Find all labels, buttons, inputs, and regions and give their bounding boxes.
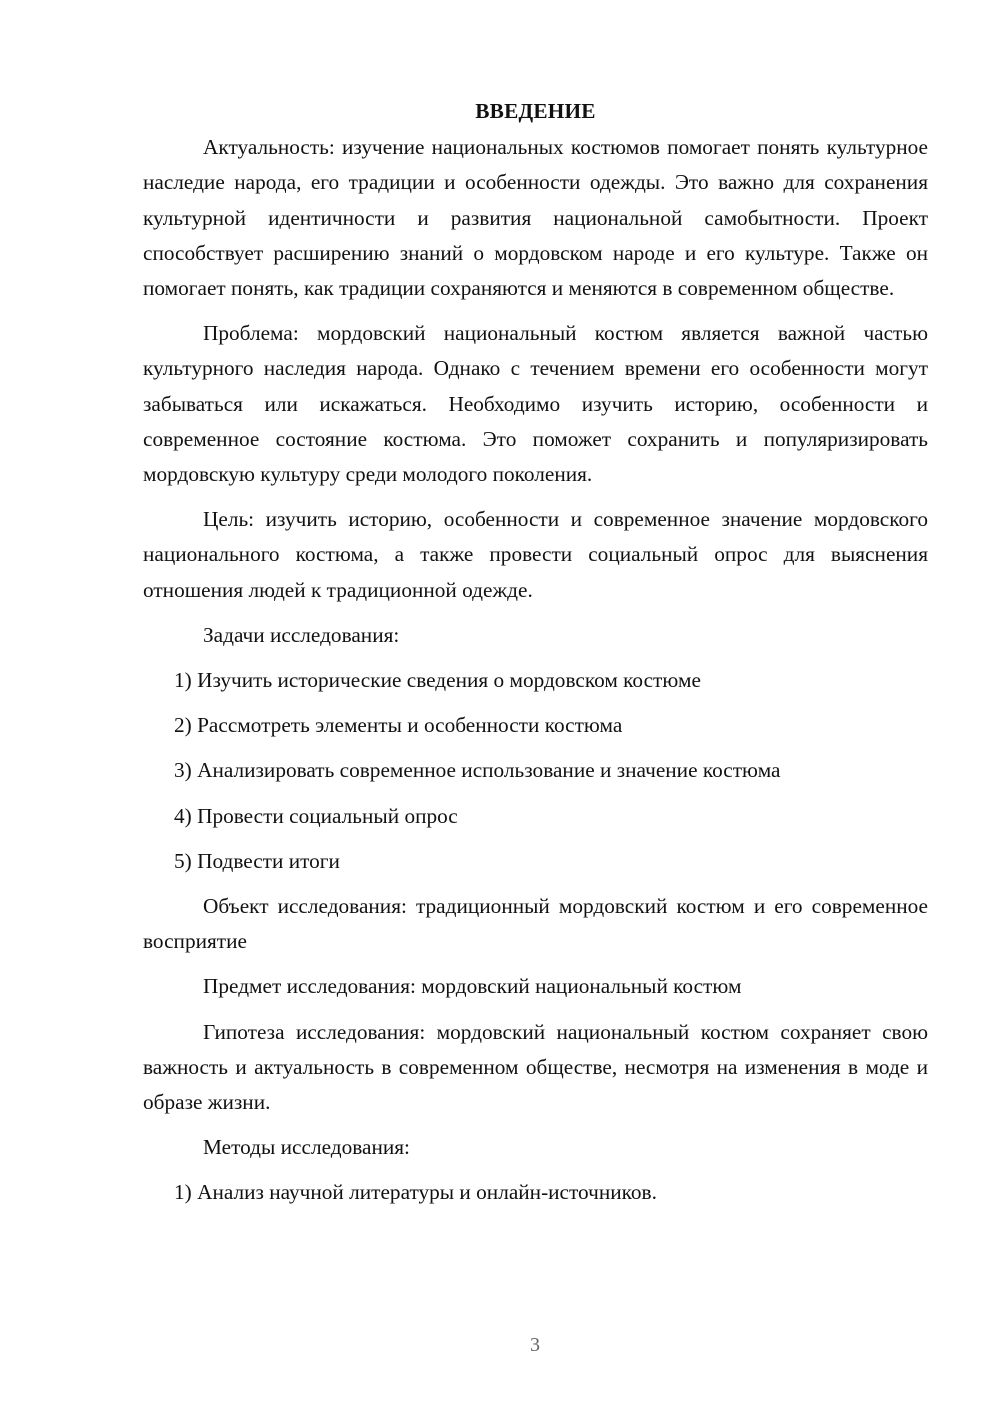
list-item: 4) Провести социальный опрос <box>174 803 458 828</box>
paragraph-hypothesis: Гипотеза исследования: мордовский национальный костюм сохраняет свою важность и актуальность в современном обществе, несмотря на изменения в моде и образе жизни. <box>143 1019 928 1115</box>
list-item: 1) Изучить исторические сведения о мордовском костюме <box>174 668 701 693</box>
list-item: 1) Анализ научной литературы и онлайн-источников. <box>174 1180 657 1205</box>
methods-list <box>143 1175 928 1210</box>
page-number: 3 <box>530 1334 540 1356</box>
methods-heading: Методы исследования: <box>203 1135 410 1160</box>
list-item: 3) Анализировать современное использование и значение костюма <box>174 758 781 783</box>
tasks-heading: Задачи исследования: <box>203 622 400 647</box>
list-item: 5) Подвести итоги <box>174 848 340 873</box>
paragraph-object: Объект исследования: традиционный мордовский костюм и его современное восприятие <box>143 894 928 954</box>
tasks-list <box>143 663 928 879</box>
document-page <box>143 94 928 1221</box>
paragraph-subject: Предмет исследования: мордовский национальный костюм <box>203 974 742 999</box>
paragraph-goal: Цель: изучить историю, особенности и современное значение мордовского национального костюма, а также провести социальный опрос для выяснения отношения людей к традиционной одежде. <box>143 507 928 602</box>
section-title: ВВЕДЕНИЕ <box>475 99 596 123</box>
paragraph-relevance: Актуальность: изучение национальных костюмов помогает понять культурное наследие народа, его традиции и особенности одежды. Это важно для сохранения культурной идентичности и развития национальной самобытности. Проект способствует расширению знаний о мордовском народе и его культуре. Также он помогает понять, как традиции сохраняются и меняются в современном обществе. <box>143 135 928 301</box>
paragraph-problem: Проблема: мордовский национальный костюм является важной частью культурного наследия народа. Однако с течением времени его особенности могут забываться или искажаться. Необходимо изучить историю, особенности и современное состояние костюма. Это поможет сохранить и популяризировать мордовскую культуру среди молодого поколения. <box>143 321 928 487</box>
list-item: 2) Рассмотреть элементы и особенности костюма <box>174 713 623 738</box>
